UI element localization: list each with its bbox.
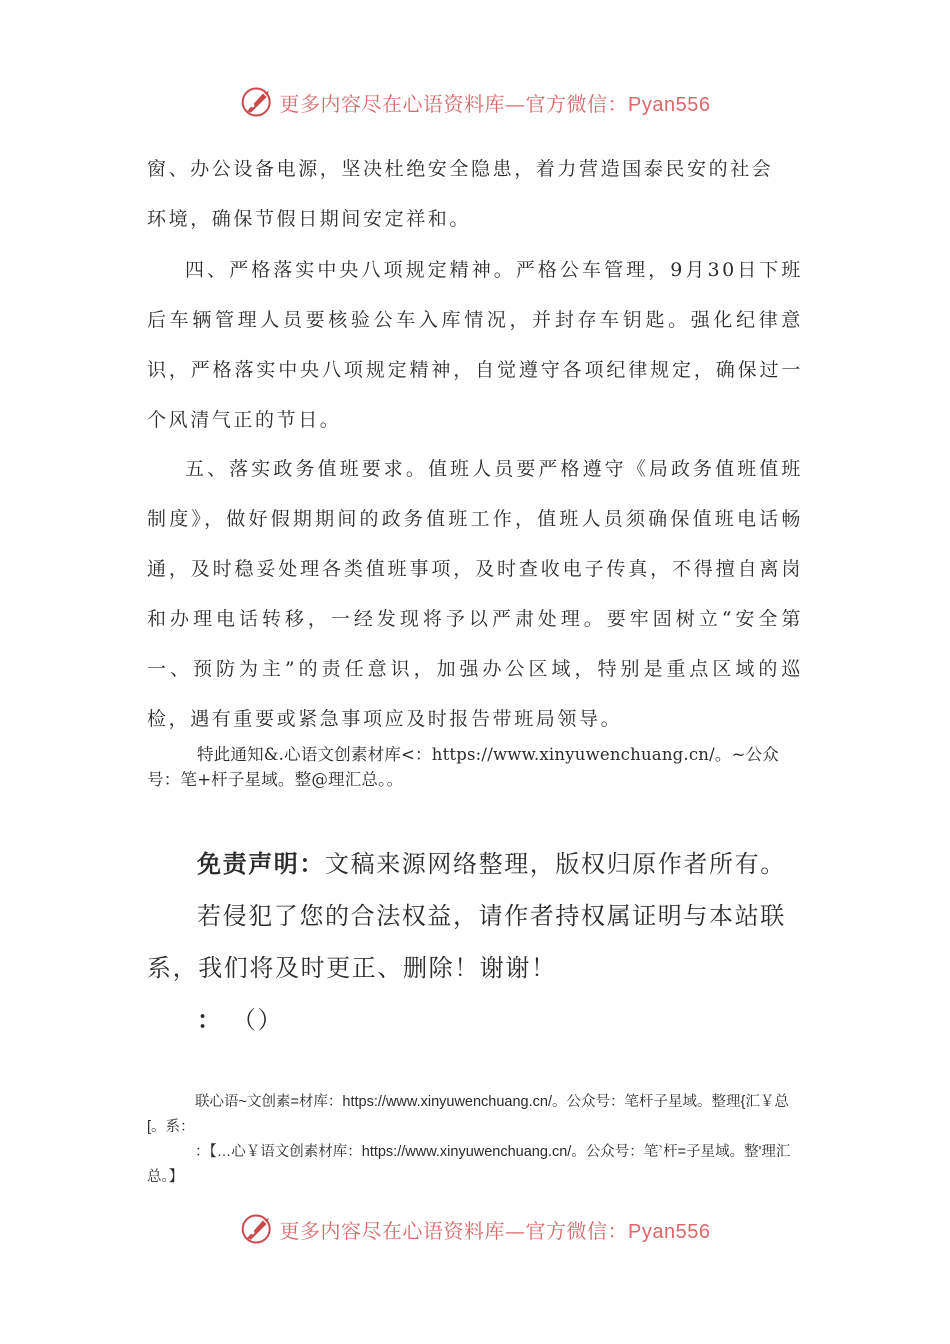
pen-nib-logo-icon	[240, 1211, 276, 1247]
para2-text: 四、严格落实中央八项规定精神。严格公车管理，9月30日下班后车辆管理人员要核验公车入库情况，并封存车钥匙。强化纪律意识，严格落实中央八项规定精神，自觉遵守各项纪律规定，确保过一个风清气正的节日。	[147, 259, 803, 431]
footer-note	[147, 1090, 807, 1190]
disclaimer-label: 免责声明：	[197, 850, 325, 878]
footer-banner	[0, 1209, 950, 1249]
disclaimer-line1: 免责声明：文稿来源网络整理，版权归原作者所有。	[197, 850, 786, 878]
para1-line2: 环境，确保节假日期间安定祥和。	[147, 208, 472, 230]
disclaimer-line3: ： （）	[197, 1006, 284, 1034]
body-paragraph-1	[147, 144, 803, 244]
header-banner	[0, 82, 950, 122]
notice-text: 特此通知&.心语文创素材库<：https://www.xinyuwenchuang.cn/。~公众号：笔+杆子星域。整@理汇总。。	[147, 745, 779, 789]
disclaimer-block	[147, 838, 807, 1046]
disclaimer-line2: 若侵犯了您的合法权益，请作者持权属证明与本站联系，我们将及时更正、删除！谢谢！	[147, 902, 786, 982]
body-paragraph-3	[147, 444, 803, 744]
banner-text: 更多内容尽在心语资料库—官方微信：Pyan556	[279, 1218, 711, 1243]
body-paragraph-2	[147, 245, 803, 445]
footer-note-line1: 联心语~文创素=材库：https://www.xinyuwenchuang.cn/。公众号：笔杆子星域。整理{汇￥总[。系：	[147, 1094, 789, 1135]
para1-line1: 窗、办公设备电源，坚决杜绝安全隐患，着力营造国泰民安的社会	[147, 158, 774, 180]
footer-note-line2: ：【…心￥语文创素材库：https://www.xinyuwenchuang.cn/。公众号：笔`杆=子星域。整'理汇总。】	[147, 1144, 791, 1185]
pen-nib-logo-icon	[240, 84, 276, 120]
para3-text: 五、落实政务值班要求。值班人员要严格遵守《局政务值班值班制度》，做好假期期间的政务值班工作，值班人员须确保值班电话畅通，及时稳妥处理各类值班事项，及时查收电子传真，不得擅自离岗和办理电话转移，一经发现将予以严肃处理。要牢固树立“安全第一、预防为主”的责任意识，加强办公区域，特别是重点区域的巡检，遇有重要或紧急事项应及时报告带班局领导。	[147, 458, 803, 730]
banner-text: 更多内容尽在心语资料库—官方微信：Pyan556	[279, 91, 711, 116]
